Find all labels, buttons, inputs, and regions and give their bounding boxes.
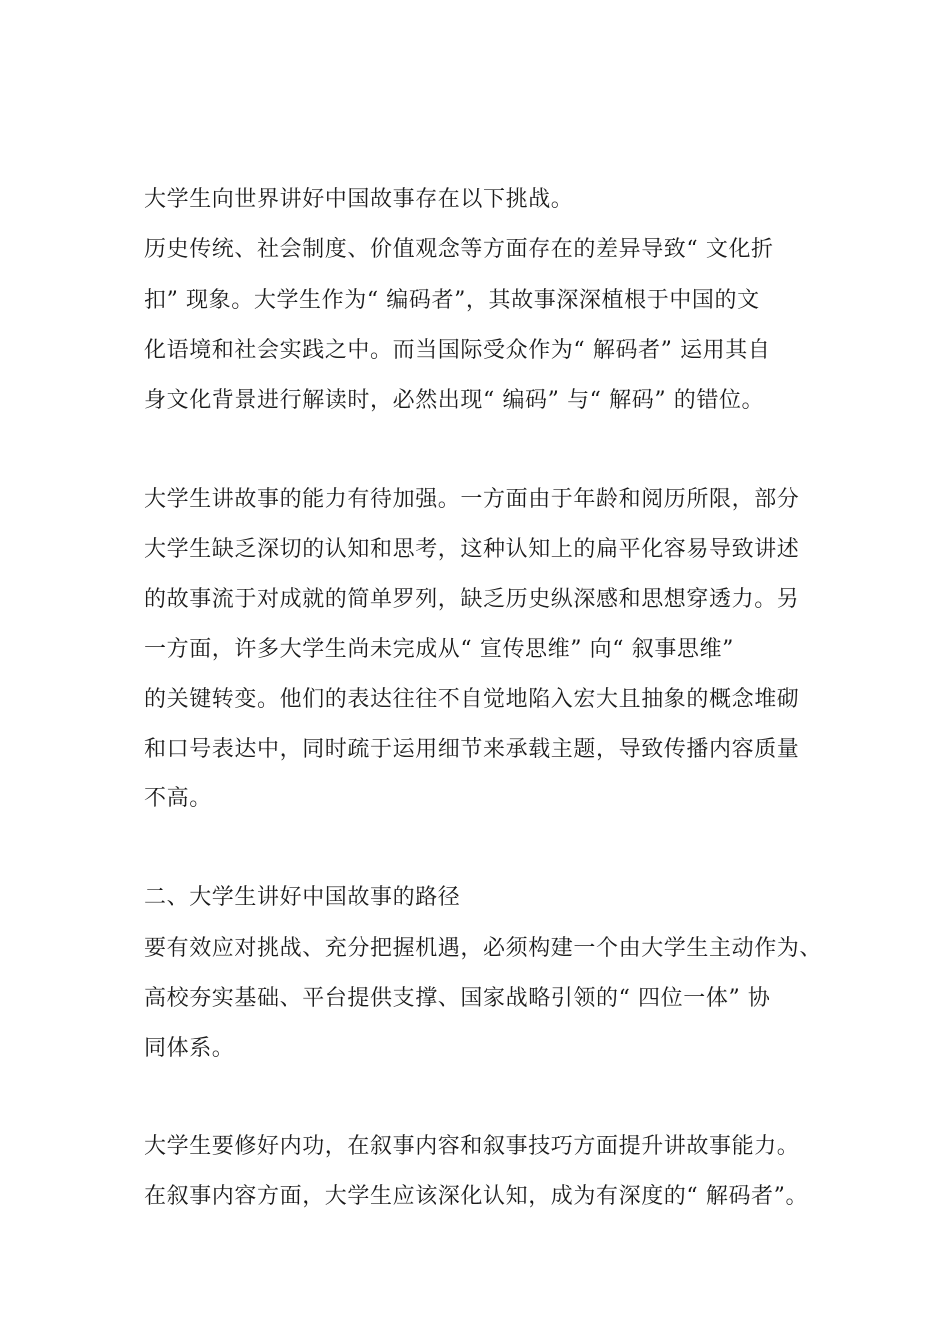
text-line: 要有效应对挑战、充分把握机遇，必须构建一个由大学生主动作为、 [144,936,823,961]
text-line: 不高。 [144,786,212,811]
text-line: 大学生向世界讲好中国故事存在以下挑战。 [144,187,574,212]
text-line: 大学生讲故事的能力有待加强。一方面由于年龄和阅历所限，部分 [144,487,800,512]
text-line: 高校夯实基础、平台提供支撑、国家战略引领的“ 四位一体” 协 [144,986,771,1011]
text-line: 大学生缺乏深切的认知和思考，这种认知上的扁平化容易导致讲述 [144,537,800,562]
text-line: 大学生要修好内功，在叙事内容和叙事技巧方面提升讲故事能力。 [144,1134,800,1159]
text-line: 扣” 现象。大学生作为“ 编码者”，其故事深深植根于中国的文 [144,288,760,313]
text-line: 同体系。 [144,1036,235,1061]
text-line: 和口号表达中，同时疏于运用细节来承载主题，导致传播内容质量 [144,737,800,762]
text-line: 身文化背景进行解读时，必然出现“ 编码” 与“ 解码” 的错位。 [144,388,765,413]
text-line: 的故事流于对成就的简单罗列，缺乏历史纵深感和思想穿透力。另 [144,587,800,612]
text-line: 一方面，许多大学生尚未完成从“ 宣传思维” 向“ 叙事思维” [144,637,734,662]
text-line: 的关键转变。他们的表达往往不自觉地陷入宏大且抽象的概念堆砌 [144,687,800,712]
text-line: 历史传统、社会制度、价值观念等方面存在的差异导致“ 文化折 [144,237,774,262]
section-heading: 二、大学生讲好中国故事的路径 [144,885,461,910]
text-line: 在叙事内容方面，大学生应该深化认知，成为有深度的“ 解码者”。 [144,1184,809,1209]
text-line: 化语境和社会实践之中。而当国际受众作为“ 解码者” 运用其自 [144,338,771,363]
